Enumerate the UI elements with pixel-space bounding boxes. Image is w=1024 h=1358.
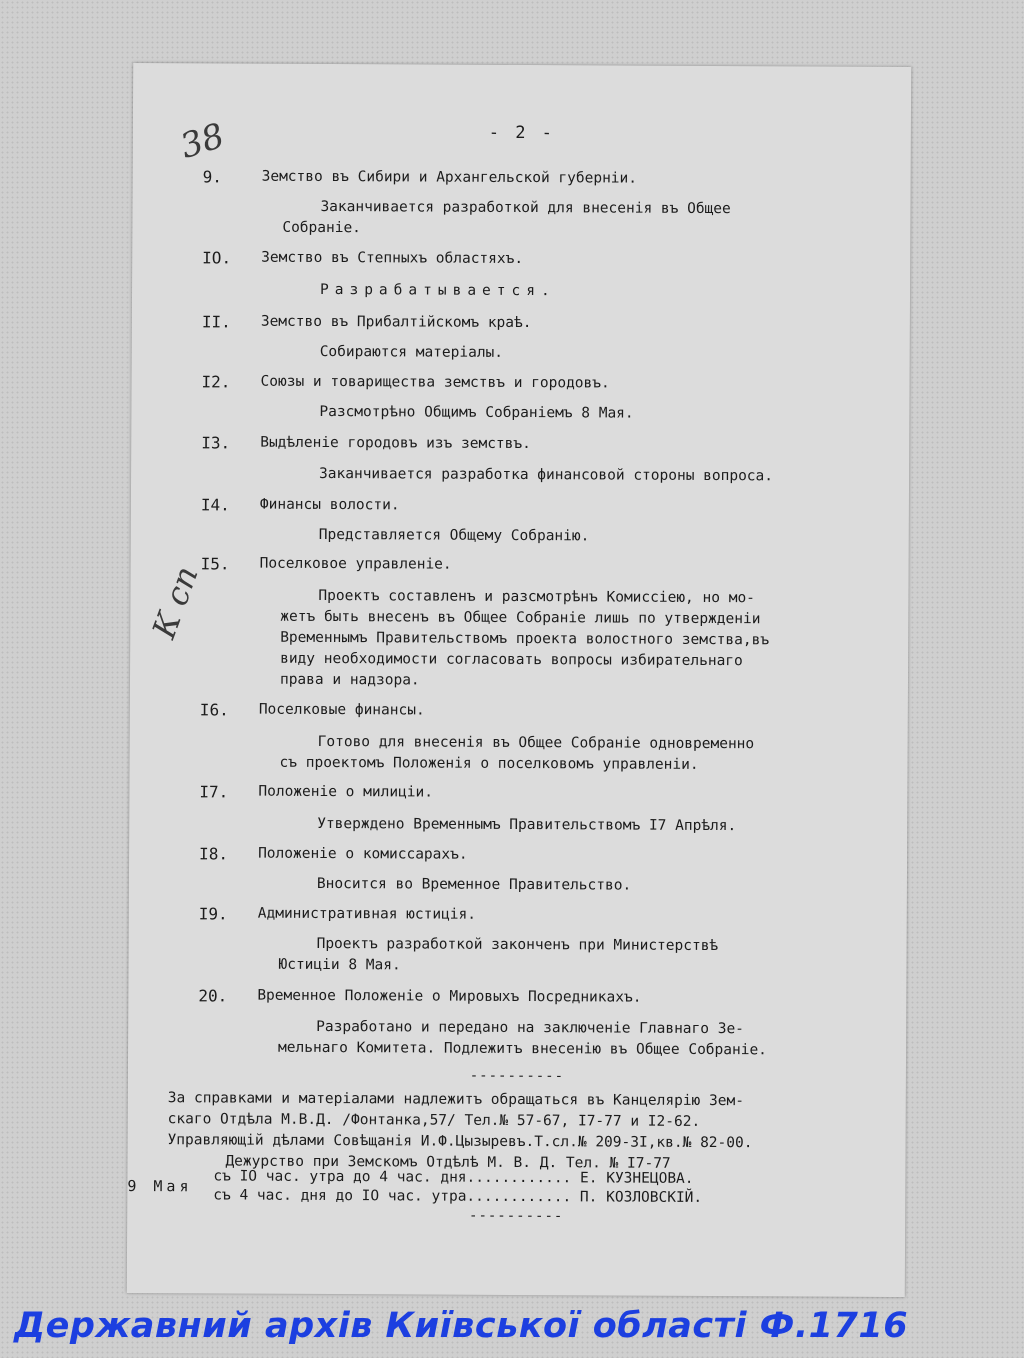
- item-number: I8.: [199, 844, 229, 864]
- item-status: Разработано и передано на заключеніе Главнаго Зе-: [316, 1018, 744, 1038]
- item-title: Финансы волости.: [259, 496, 400, 514]
- list-item: [131, 494, 909, 515]
- list-item: [129, 781, 907, 802]
- item-status: Проектъ составленъ и разсмотрѣнъ Комиссіею, но мо-: [318, 587, 755, 607]
- list-item: [128, 985, 906, 1006]
- item-status: виду необходимости согласовать вопросы избирательнаго: [280, 650, 743, 670]
- item-status: Временнымъ Правительствомъ проекта волостного земства,въ: [280, 629, 770, 649]
- footer-line: За справками и матеріалами надлежитъ обращаться въ Канцелярію Зем-: [167, 1090, 745, 1110]
- item-title: Положеніе о комиссарахъ.: [258, 845, 468, 863]
- section-divider-bottom: ----------: [468, 1207, 564, 1225]
- item-number: II.: [201, 312, 231, 332]
- item-title: Поселковое управленіе.: [259, 555, 452, 573]
- item-number: I4.: [200, 495, 230, 515]
- item-status: Разсмотрѣно Общимъ Собраніемъ 8 Мая.: [319, 403, 634, 422]
- footer-line: скаго Отдѣла М.В.Д. /Фонтанка,57/ Тел.№ 57-67, I7-77 и I2-62.: [167, 1111, 701, 1130]
- item-status: Заканчивается разработка финансовой стороны вопроса.: [319, 465, 774, 485]
- item-title: Выдѣленіе городовъ изъ земствъ.: [260, 434, 531, 453]
- item-status: съ проектомъ Положенія о поселковомъ управленіи.: [279, 754, 699, 773]
- item-number: IO.: [202, 248, 232, 268]
- item-status: жетъ быть внесенъ въ Общее Собраніе лишь по утвержденіи: [280, 608, 761, 628]
- handwritten-folio-number: 38: [175, 115, 230, 167]
- item-number: I6.: [199, 700, 229, 720]
- item-number: I5.: [200, 554, 230, 574]
- footer-line: Дежурство при Земскомъ Отдѣлѣ М. В. Д. Тел. № I7-77: [225, 1153, 671, 1172]
- list-item: [130, 699, 908, 720]
- item-number: I9.: [198, 904, 228, 924]
- item-status: Готово для внесенія въ Общее Собраніе одновременно: [317, 733, 755, 753]
- item-number: I3.: [201, 433, 231, 453]
- item-status: Юстиціи 8 Мая.: [278, 956, 401, 974]
- duty-schedule-line: съ 4 час. дня до IO час. утра............ П. КОЗЛОВСКІЙ.: [213, 1187, 703, 1206]
- list-item: [129, 903, 907, 924]
- duty-schedule-line: съ IO час. утра до 4 час. дня............ Е. КУЗНЕЦОВА.: [213, 1168, 694, 1187]
- item-status: мельнаго Комитета. Подлежитъ внесенію въ Общее Собраніе.: [278, 1039, 767, 1059]
- page-number: - 2 -: [488, 122, 556, 144]
- item-status: Вносится во Временное Правительство.: [316, 875, 632, 894]
- item-title: Земство въ Степныхъ областяхъ.: [261, 249, 524, 268]
- item-status: Утверждено Временнымъ Правительствомъ I7 Апрѣля.: [317, 815, 737, 835]
- archive-watermark-caption: Державний архів Київської області Ф.1716: [14, 1306, 909, 1346]
- item-status: Заканчивается разработкой для внесенія въ Общее: [320, 198, 731, 218]
- item-status: Проектъ разработкой законченъ при Министерствѣ: [316, 935, 719, 955]
- item-status: Собраніе.: [282, 219, 361, 237]
- item-status: Собираются матеріалы.: [319, 343, 504, 361]
- section-divider: ----------: [469, 1067, 565, 1085]
- item-number: 9.: [202, 167, 222, 187]
- list-item: [133, 166, 911, 187]
- document-sheet: [127, 63, 911, 1297]
- item-title: Положеніе о милиціи.: [258, 783, 434, 801]
- item-number: 20.: [198, 986, 228, 1006]
- item-status: права и надзора.: [279, 671, 420, 689]
- item-number: I7.: [199, 782, 229, 802]
- item-title: Административная юстиція.: [257, 905, 477, 923]
- list-item: [132, 371, 910, 392]
- item-title: Поселковые финансы.: [258, 701, 425, 719]
- list-item: [132, 311, 910, 332]
- list-item: [131, 432, 909, 453]
- footer-line: Управляющій дѣлами Совѣщанія И.Ф.Цызыревъ.Т.сл.№ 209-3I,кв.№ 82-00.: [167, 1132, 753, 1152]
- item-title: Временное Положеніе о Мировыхъ Посредникахъ.: [257, 987, 642, 1006]
- item-title: Союзы и товарищества земствъ и городовъ.: [260, 373, 610, 392]
- item-status: Разрабатывается.: [319, 281, 556, 300]
- list-item: [129, 843, 907, 864]
- item-title: Земство въ Прибалтійскомъ краѣ.: [260, 313, 532, 332]
- item-title: Земство въ Сибири и Архангельской губерніи.: [261, 168, 638, 187]
- item-number: I2.: [201, 372, 231, 392]
- list-item: [132, 247, 910, 268]
- duty-date: 9 Мая: [127, 1176, 193, 1196]
- list-item: [131, 553, 909, 574]
- handwritten-margin-note: К сп: [144, 561, 206, 644]
- item-status: Представляется Общему Собранію.: [318, 526, 590, 545]
